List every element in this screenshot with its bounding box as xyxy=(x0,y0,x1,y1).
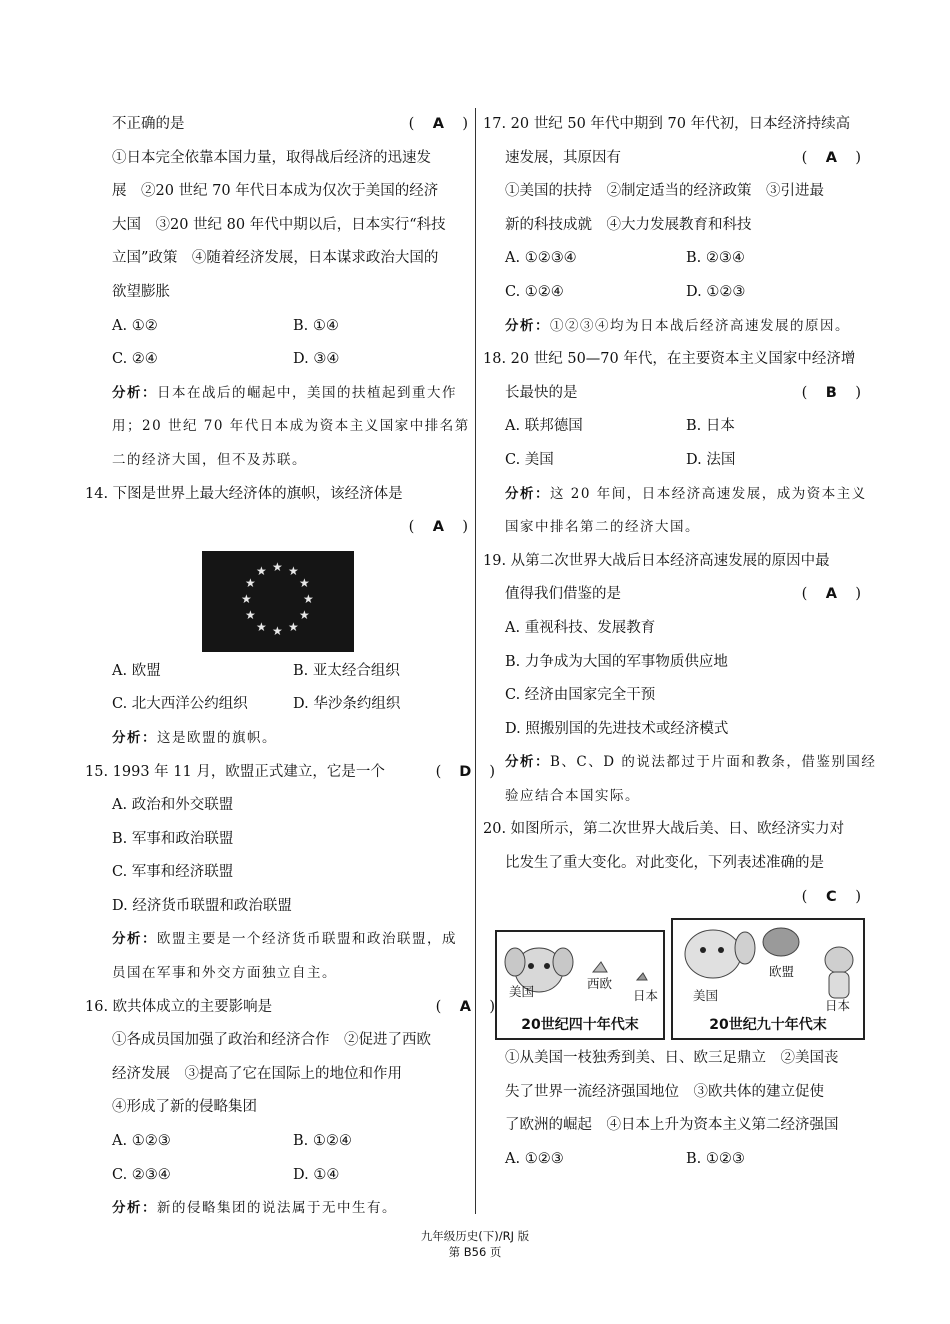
q19-note-line-1 xyxy=(505,746,877,780)
note-label: 分析： xyxy=(112,1200,157,1217)
q19-option-c: C. 经济由国家完全干预 xyxy=(505,687,656,704)
q17-answer: ( A ) xyxy=(802,142,861,176)
q17-options-row-2 xyxy=(505,276,867,310)
q16-line-2: ①各成员国加强了政治和经济合作 ②促进了西欧 xyxy=(112,1032,431,1049)
q17-line-4: 新的科技成就 ④大力发展教育和科技 xyxy=(505,216,752,233)
q14-options-row-1 xyxy=(112,655,474,689)
q13-option-b: B. ①④ xyxy=(293,317,339,334)
q13-option-c: C. ②④ xyxy=(112,351,158,368)
q17-line-1: 17. 20 世纪 50 年代中期到 70 年代初，日本经济持续高 xyxy=(483,116,851,132)
q13-options-row-2 xyxy=(112,343,474,377)
note-label: 分析： xyxy=(505,754,550,771)
q16-line-1 xyxy=(85,991,495,1025)
q18-text: 长最快的是 xyxy=(505,384,578,401)
label-eu: 欧盟 xyxy=(769,964,795,980)
caption-1940s: 20世纪四十年代末 xyxy=(521,1017,639,1034)
q19-line-2 xyxy=(505,578,867,612)
q18-note-line-1 xyxy=(505,478,867,512)
q20-answer-line xyxy=(505,881,867,915)
q17-option-c: C. ①②④ xyxy=(505,283,564,300)
flag-star-icon: ★ xyxy=(245,607,256,622)
column-divider xyxy=(475,108,476,1214)
q19-option-a: A. 重视科技、发展教育 xyxy=(505,619,656,636)
label-japan-1940s: 日本 xyxy=(633,988,659,1004)
q14-option-a: A. 欧盟 xyxy=(112,662,161,679)
q16-answer-letter: A xyxy=(459,998,471,1015)
q14-option-d: D. 华沙条约组织 xyxy=(293,696,401,713)
note-text: ①②③④均为日本战后经济高速发展的原因。 xyxy=(550,317,850,334)
q17-answer-letter: A xyxy=(825,149,837,166)
flag-star-icon: ★ xyxy=(256,563,267,578)
q14-answer: ( A ) xyxy=(409,511,468,545)
note-label: 分析： xyxy=(112,384,157,401)
q18-option-c: C. 美国 xyxy=(505,451,554,468)
q17-option-a: A. ①②③④ xyxy=(505,250,577,267)
flag-star-icon: ★ xyxy=(272,559,283,574)
q13-line-6: 欲望膨胀 xyxy=(112,283,170,300)
q16-options-row-1 xyxy=(112,1125,474,1159)
flag-star-icon: ★ xyxy=(299,575,310,590)
label-japan-1990s: 日本 xyxy=(825,998,851,1014)
right-column xyxy=(483,108,877,1177)
q16-answer: ( A ) xyxy=(436,991,495,1025)
q20-line-4: 失了世界一流经济强国地位 ③欧共体的建立促使 xyxy=(505,1083,824,1100)
q18-options-row-2 xyxy=(505,444,867,478)
q19-note-line-2: 验应结合本国实际。 xyxy=(505,787,640,804)
flag-star-icon: ★ xyxy=(288,563,299,578)
q13-option-a: A. ①② xyxy=(112,317,158,334)
q13-line-2: ①日本完全依靠本国力量，取得战后经济的迅速发 xyxy=(112,149,431,166)
q20-options-row-1 xyxy=(505,1143,867,1177)
q16-note-line-1 xyxy=(112,1192,474,1226)
q16-line-3: 经济发展 ③提高了它在国际上的地位和作用 xyxy=(112,1065,402,1082)
q18-option-b: B. 日本 xyxy=(686,418,735,435)
q18-line-1: 18. 20 世纪 50—70 年代，在主要资本主义国家中经济增 xyxy=(483,351,856,368)
q18-option-d: D. 法国 xyxy=(686,451,736,468)
q15-line-1 xyxy=(85,756,495,790)
q17-options-row-1 xyxy=(505,242,867,276)
q20-option-a: A. ①②③ xyxy=(505,1151,564,1168)
note-label: 分析： xyxy=(505,485,550,502)
q19-line-1: 19. 从第二次世界大战后日本经济高速发展的原因中最 xyxy=(483,552,830,569)
note-text: 这是欧盟的旗帜。 xyxy=(157,729,277,746)
q20-option-b: B. ①②③ xyxy=(686,1151,745,1168)
q16-options-row-2 xyxy=(112,1159,474,1193)
q13-line-4: 大国 ③20 世纪 80 年代中期以后，日本实行“科技 xyxy=(112,216,446,233)
eu-flag-figure xyxy=(112,545,474,655)
left-column xyxy=(85,108,495,1226)
q18-note-line-2: 国家中排名第二的经济大国。 xyxy=(505,519,700,536)
q15-answer: ( D ) xyxy=(436,756,495,790)
q20-answer: ( C ) xyxy=(802,881,861,915)
caption-1990s: 20世纪九十年代末 xyxy=(709,1017,827,1034)
flag-star-icon: ★ xyxy=(288,619,299,634)
label-usa-1940s: 美国 xyxy=(509,984,535,1000)
q19-option-d: D. 照搬别国的先进技术或经济模式 xyxy=(505,720,729,737)
q18-option-a: A. 联邦德国 xyxy=(505,418,583,435)
q17-option-b: B. ②③④ xyxy=(686,250,745,267)
flag-star-icon: ★ xyxy=(245,575,256,590)
q13-note-line-2: 用；20 世纪 70 年代日本成为资本主义国家中排名第 xyxy=(112,418,470,435)
q18-answer-letter: B xyxy=(825,384,837,401)
note-label: 分析： xyxy=(112,729,157,746)
label-western-europe: 西欧 xyxy=(587,976,613,992)
q20-line-2: 比发生了重大变化。对此变化，下列表述准确的是 xyxy=(505,855,824,872)
economy-cartoon-figure xyxy=(493,914,867,1042)
footer-book-title: 九年级历史(下)/RJ 版 xyxy=(420,1229,530,1243)
note-text: B、C、D 的说法都过于片面和教条，借鉴别国经 xyxy=(550,754,877,771)
note-text: 欧盟主要是一个经济货币联盟和政治联盟，成 xyxy=(157,931,457,948)
q17-text: 速发展，其原因有 xyxy=(505,149,621,166)
q14-option-c: C. 北大西洋公约组织 xyxy=(112,696,248,713)
note-text: 这 20 年间，日本经济高速发展，成为资本主义 xyxy=(550,485,867,502)
note-label: 分析： xyxy=(112,931,157,948)
flag-star-icon: ★ xyxy=(303,591,314,606)
q13-answer: ( A ) xyxy=(409,108,468,142)
q20-answer-letter: C xyxy=(826,888,837,905)
q18-answer: ( B ) xyxy=(802,377,861,411)
q20-line-3: ①从美国一枝独秀到美、日、欧三足鼎立 ②美国丧 xyxy=(505,1050,839,1067)
q15-note-line-2: 员国在军事和外交方面独立自主。 xyxy=(112,965,337,982)
q13-line-5: 立国”政策 ④随着经济发展，日本谋求政治大国的 xyxy=(112,250,439,267)
q15-note-line-1 xyxy=(112,923,474,957)
q13-text: 不正确的是 xyxy=(112,116,185,132)
q14-options-row-2 xyxy=(112,688,474,722)
q20-line-5: 了欧洲的崛起 ④日本上升为资本主义第二经济强国 xyxy=(505,1117,839,1134)
q13-line-3: 展 ②20 世纪 70 年代日本成为仅次于美国的经济 xyxy=(112,183,439,200)
eu-flag-image xyxy=(202,551,354,652)
q19-answer-letter: A xyxy=(825,586,837,603)
q14-note-line-1 xyxy=(112,722,474,756)
note-label: 分析： xyxy=(505,317,550,334)
label-usa-1990s: 美国 xyxy=(693,988,719,1004)
note-text: 新的侵略集团的说法属于无中生有。 xyxy=(157,1200,397,1217)
q17-line-3: ①美国的扶持 ②制定适当的经济政策 ③引进最 xyxy=(505,183,824,200)
q18-options-row-1 xyxy=(505,410,867,444)
q16-text: 16. 欧共体成立的主要影响是 xyxy=(85,998,273,1015)
q17-note-line-1 xyxy=(505,310,867,344)
q13-line-1 xyxy=(112,108,474,142)
note-text: 日本在战后的崛起中，美国的扶植起到重大作 xyxy=(157,384,457,401)
q19-option-b: B. 力争成为大国的军事物质供应地 xyxy=(505,653,728,670)
q15-text: 15. 1993 年 11 月，欧盟正式建立，它是一个 xyxy=(85,763,385,780)
q18-line-2 xyxy=(505,377,867,411)
q16-option-d: D. ①④ xyxy=(293,1166,340,1183)
q15-option-b: B. 军事和政治联盟 xyxy=(112,830,234,847)
flag-star-icon: ★ xyxy=(272,623,283,638)
q20-line-1: 20. 如图所示，第二次世界大战后美、日、欧经济实力对 xyxy=(483,821,845,838)
q14-line-1: 14. 下图是世界上最大经济体的旗帜，该经济体是 xyxy=(85,485,403,502)
q19-answer: ( A ) xyxy=(802,578,861,612)
q13-answer-letter: A xyxy=(432,116,444,132)
q17-option-d: D. ①②③ xyxy=(686,283,746,300)
footer-page-number: 第 B56 页 xyxy=(448,1245,502,1259)
q13-note-line-1 xyxy=(112,377,474,411)
q15-answer-letter: D xyxy=(459,763,472,780)
q13-option-d: D. ③④ xyxy=(293,351,340,368)
q15-option-c: C. 军事和经济联盟 xyxy=(112,864,234,881)
q13-options-row-1 xyxy=(112,310,474,344)
flag-star-icon: ★ xyxy=(299,607,310,622)
flag-star-icon: ★ xyxy=(256,619,267,634)
q16-option-b: B. ①②④ xyxy=(293,1133,352,1150)
q16-option-a: A. ①②③ xyxy=(112,1133,171,1150)
q15-option-a: A. 政治和外交联盟 xyxy=(112,797,234,814)
cartoon-panel-1990s xyxy=(671,918,865,1040)
cartoon-panel-1940s xyxy=(495,930,665,1040)
q19-text: 值得我们借鉴的是 xyxy=(505,586,621,603)
flag-star-icon: ★ xyxy=(241,591,252,606)
q14-option-b: B. 亚太经合组织 xyxy=(293,662,400,679)
q17-line-2 xyxy=(505,142,867,176)
q16-option-c: C. ②③④ xyxy=(112,1166,171,1183)
q14-answer-line xyxy=(112,511,474,545)
q14-answer-letter: A xyxy=(432,519,444,536)
q13-note-line-3: 二的经济大国，但不及苏联。 xyxy=(112,451,307,468)
q15-option-d: D. 经济货币联盟和政治联盟 xyxy=(112,897,292,914)
q16-line-4: ④形成了新的侵略集团 xyxy=(112,1099,257,1116)
